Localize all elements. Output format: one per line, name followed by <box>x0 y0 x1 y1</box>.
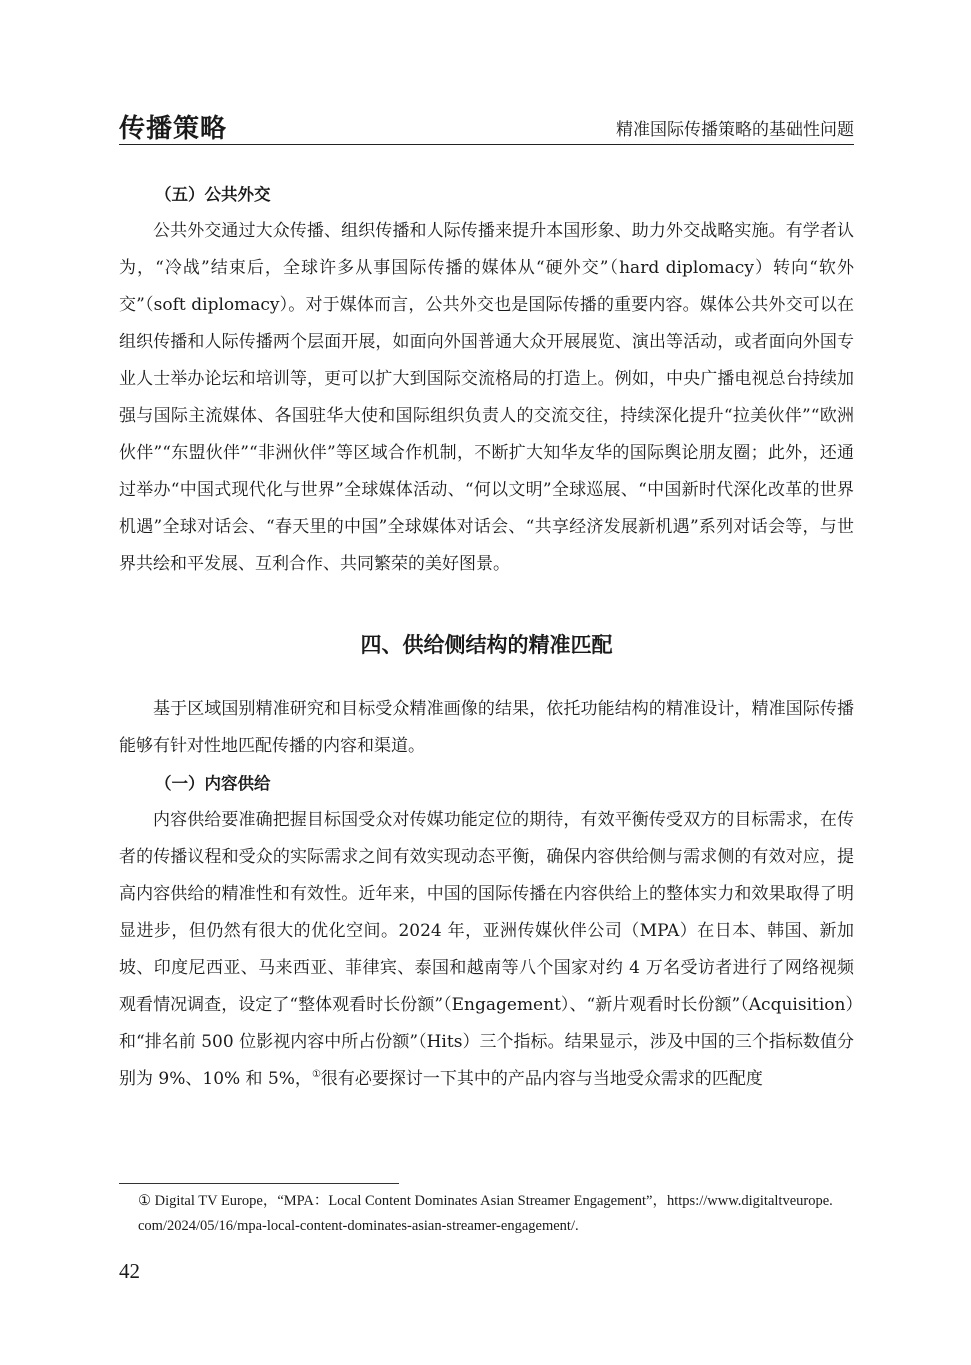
paragraph-section-intro: 基于区域国别精准研究和目标受众精准画像的结果，依托功能结构的精准设计，精准国际传播能够有针对性地匹配传播的内容和渠道。 <box>119 699 854 756</box>
footnote: ① Digital TV Europe，“MPA：Local Content Dominates Asian Streamer Engagement”，https://www.digitaltveurope.com/2024/05/16/mpa-local-content-dominates-asian-streamer-engagement/. <box>138 1193 833 1234</box>
page-header <box>119 106 854 145</box>
footnote-reference[interactable]: ① <box>311 1069 321 1080</box>
section-title: 传播策略 <box>119 114 228 144</box>
footnote-divider <box>119 1183 399 1184</box>
subheading-public-diplomacy: （五）公共外交 <box>155 185 271 204</box>
body-text <box>119 176 854 1098</box>
paragraph-public-diplomacy: 公共外交通过大众传播、组织传播和人际传播来提升本国形象、助力外交战略实施。有学者认为，“冷战”结束后，全球许多从事国际传播的媒体从“硬外交”（hard diplomacy）转向“软外交”（soft diplomacy）。对于媒体而言，公共外交也是国际传播的重要内容。媒体公共外交可以在组织传播和人际传播两个层面开展，如面向外国普通大众开展展览、演出等活动，或者面向外国专业人士举办论坛和培训等，更可以扩大到国际交流格局的打造上。例如，中央广播电视总台持续加强与国际主流媒体、各国驻华大使和国际组织负责人的交流交往，持续深化提升“拉美伙伴”“欧洲伙伴”“东盟伙伴”“非洲伙伴”等区域合作机制，不断扩大知华友华的国际舆论朋友圈；此外，还通过举办“中国式现代化与世界”全球媒体活动、“何以文明”全球巡展、“中国新时代深化改革的世界机遇”全球对话会、“春天里的中国”全球媒体对话会、“共享经济发展新机遇”系列对话会等，与世界共绘和平发展、互利合作、共同繁荣的美好图景。 <box>119 221 854 574</box>
section-heading-supply-side: 四、供给侧结构的精准匹配 <box>360 633 613 657</box>
page-number: 42 <box>119 1259 140 1283</box>
subheading-content-supply: （一）内容供给 <box>155 774 271 793</box>
paragraph-text-before-note: 内容供给要准确把握目标国受众对传媒功能定位的期待，有效平衡传受双方的目标需求，在传者的传播议程和受众的实际需求之间有效实现动态平衡，确保内容供给侧与需求侧的有效对应，提高内容供给的精准性和有效性。近年来，中国的国际传播在内容供给上的整体实力和效果取得了明显进步，但仍然有很大的优化空间。2024 年，亚洲传媒伙伴公司（MPA）在日本、韩国、新加坡、印度尼西亚、马来西亚、菲律宾、泰国和越南等八个国家对约 4 万名受访者进行了网络视频观看情况调查，设定了“整体观看时长份额”（Engagement）、“新片观看时长份额”（Acquisition）和“排名前 500 位影视内容中所占份额”（Hits）三个指标。结果显示，涉及中国的三个指标数值分别为 9%、10% 和 5%， <box>119 810 854 1089</box>
paragraph-text-after-note: 很有必要探讨一下其中的产品内容与当地受众需求的匹配度 <box>320 1069 763 1089</box>
paragraph-content-supply <box>119 802 854 1098</box>
running-title: 精准国际传播策略的基础性问题 <box>616 120 854 140</box>
